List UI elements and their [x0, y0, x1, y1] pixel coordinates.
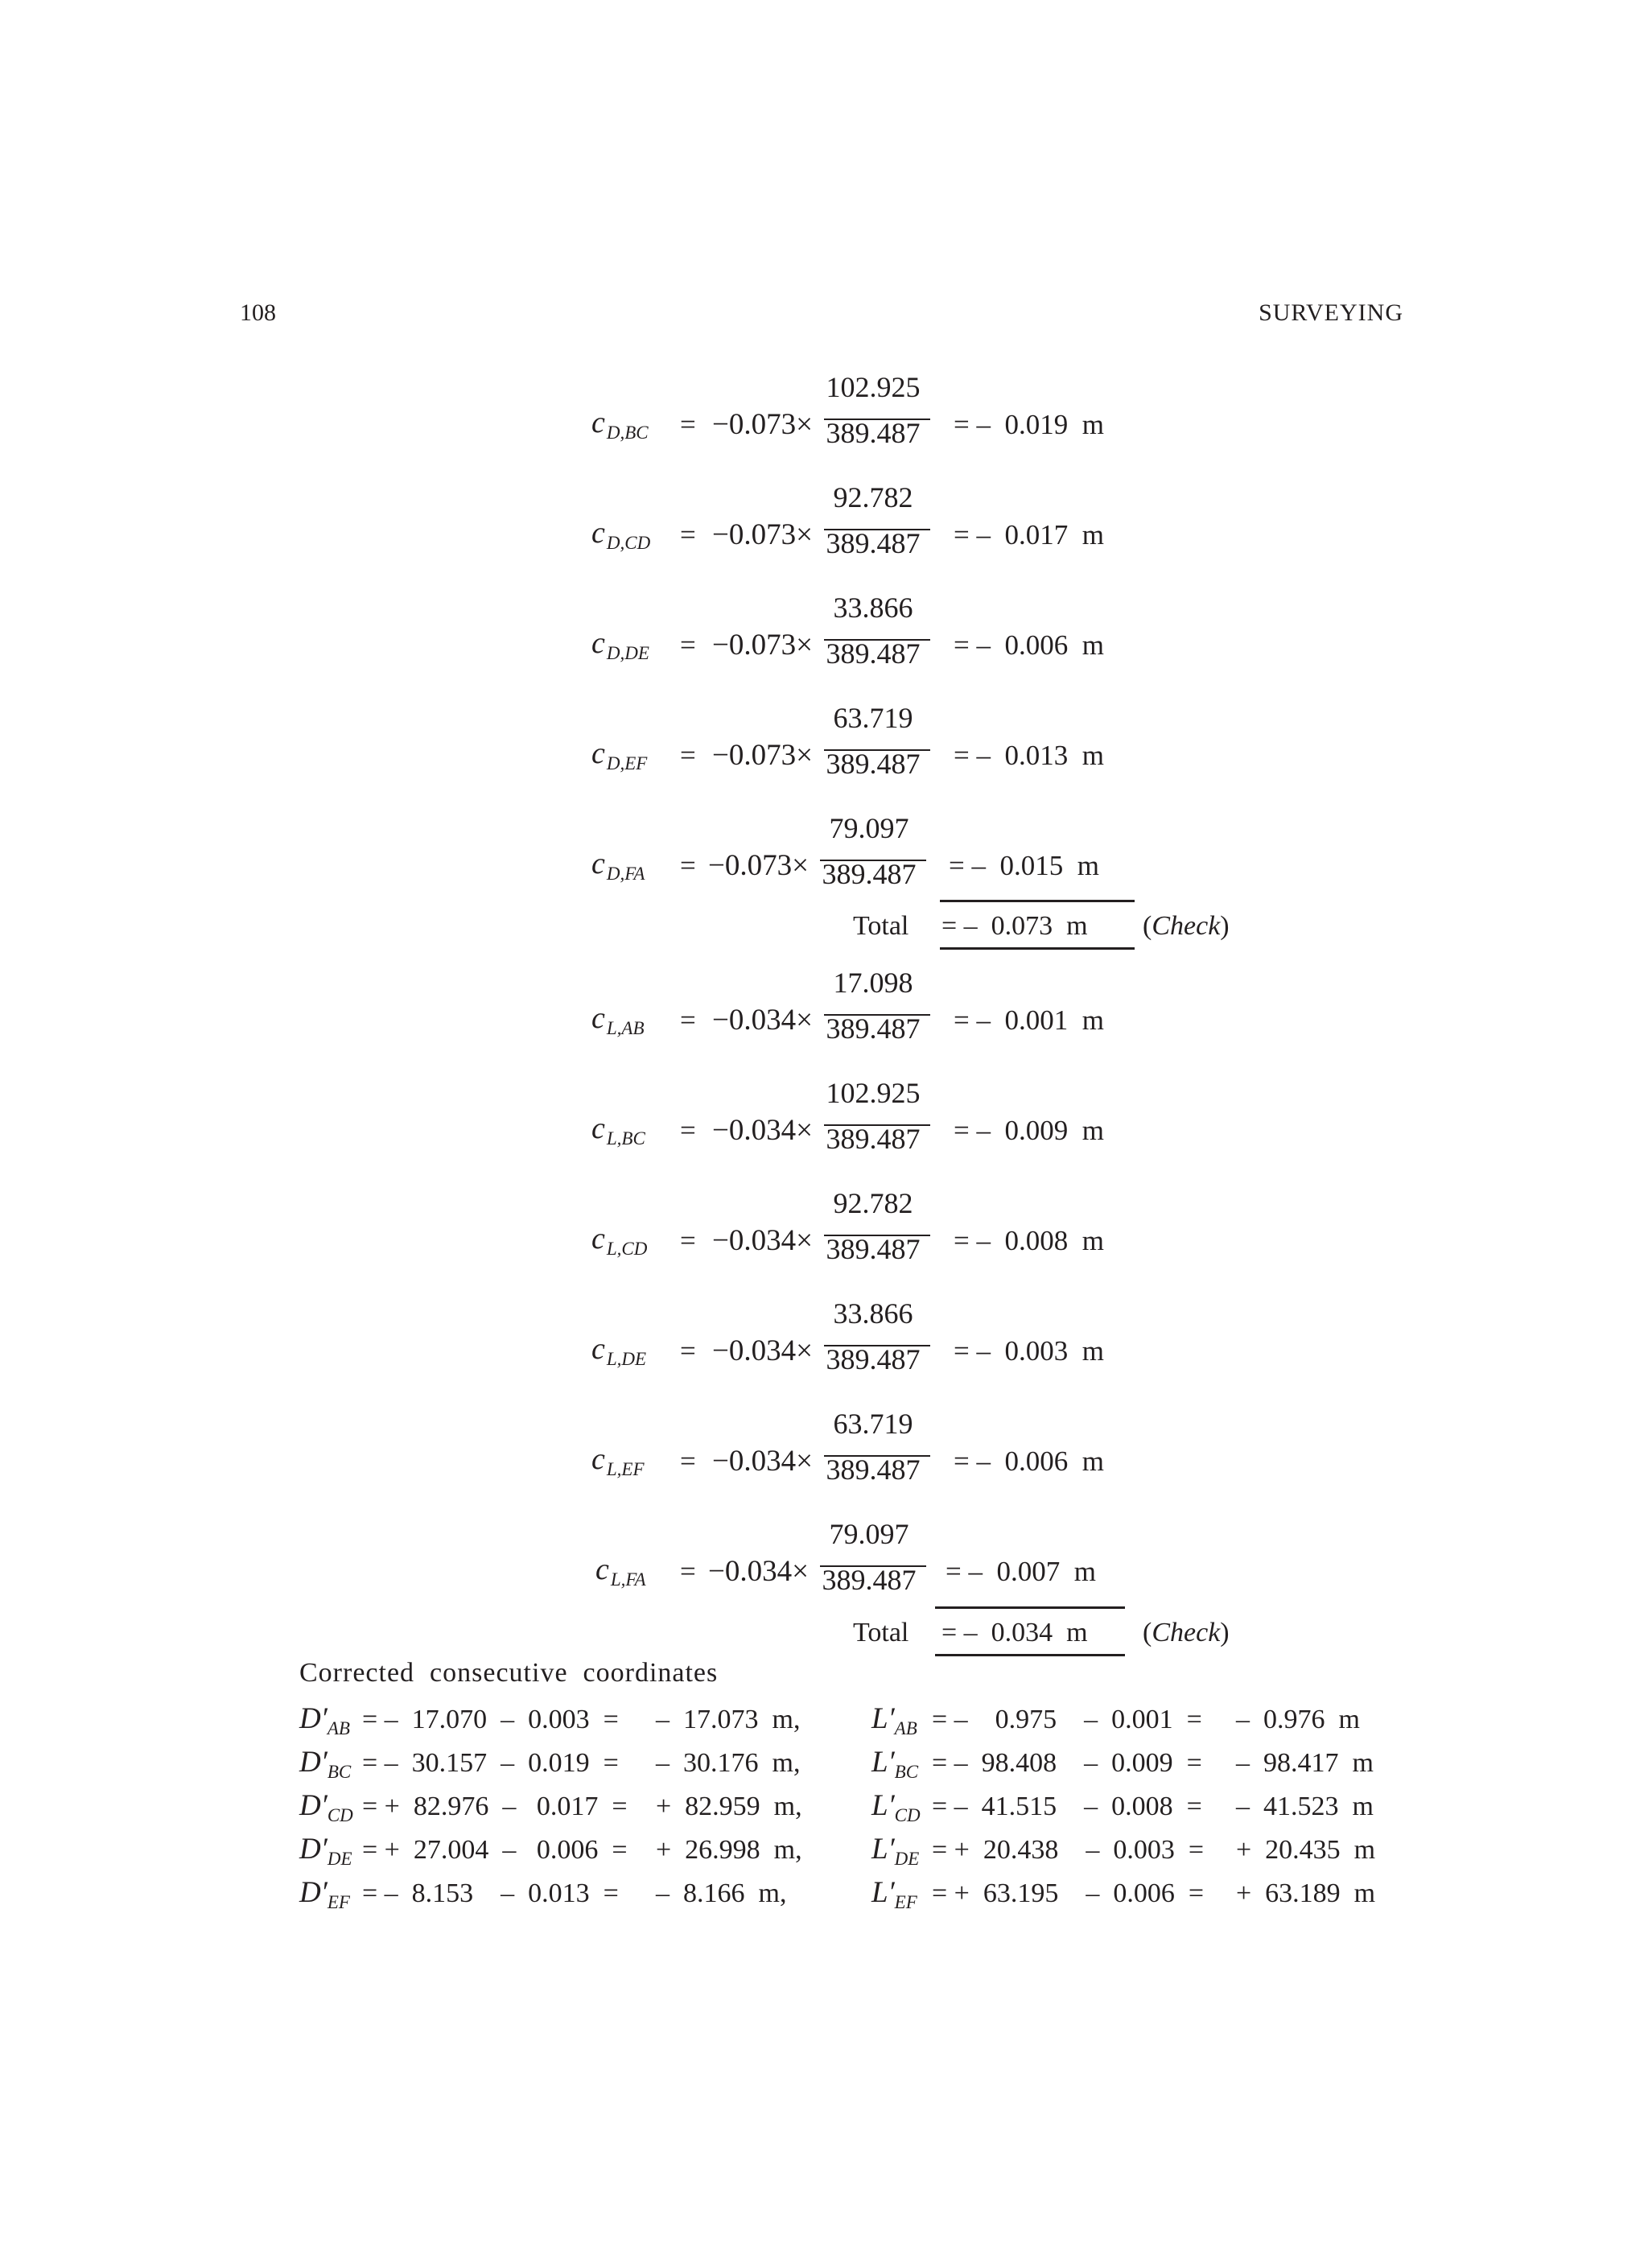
corrected-row-de [0, 1832, 1648, 1875]
corrected-row-ab [0, 1701, 1648, 1745]
corrected-row-ef [0, 1875, 1648, 1919]
latitude-result: – 98.417 m [1236, 1748, 1374, 1778]
lhs-subscript: D,DE [606, 643, 649, 663]
equation-result: = – 0.001 m [954, 1004, 1104, 1036]
departure-result: – 8.166 m, [656, 1878, 787, 1908]
equation-lhs [591, 1441, 645, 1480]
equals-sign: = [680, 409, 696, 440]
equals-sign: = [680, 1004, 696, 1036]
coefficient: −0.034× [712, 1224, 813, 1257]
lhs-symbol: c [591, 1222, 605, 1256]
equation-lhs [591, 515, 650, 554]
lhs-symbol: c [591, 1111, 605, 1145]
overline [935, 1606, 1125, 1609]
lhs-subscript: L,EF [606, 1459, 645, 1479]
equals-sign: = [680, 1445, 696, 1477]
total-value: = – 0.034 m [941, 1618, 1088, 1647]
equals-sign: = [680, 1225, 696, 1256]
latitude-symbol [871, 1788, 921, 1826]
symbol-subscript: DE [327, 1849, 352, 1869]
equation-lhs [591, 846, 645, 885]
section-heading: Corrected consecutive coordinates [299, 1658, 719, 1688]
page-number: 108 [240, 299, 276, 326]
equation-lhs [591, 625, 649, 664]
equation-result: = – 0.003 m [954, 1335, 1104, 1367]
latitude-expression: = + 20.438 – 0.003 = [932, 1835, 1205, 1865]
latitude-expression: = – 41.515 – 0.008 = [932, 1792, 1202, 1821]
fraction-numerator: 63.719 [833, 1408, 913, 1440]
fraction-denominator: 389.487 [826, 1012, 921, 1045]
fraction-numerator: 92.782 [833, 1187, 913, 1219]
equation-result: = – 0.007 m [946, 1556, 1096, 1587]
departure-symbol [299, 1745, 351, 1783]
total-departure-correction [853, 900, 1255, 956]
symbol-letter: L′ [871, 1833, 895, 1866]
equation-result: = – 0.013 m [954, 740, 1104, 771]
coefficient: −0.073× [712, 629, 813, 662]
coefficient: −0.034× [712, 1004, 813, 1037]
symbol-subscript: EF [894, 1892, 917, 1912]
latitude-result: + 63.189 m [1236, 1878, 1376, 1908]
running-head: SURVEYING [1259, 299, 1403, 326]
symbol-letter: D′ [299, 1876, 328, 1909]
lhs-symbol: c [591, 1332, 605, 1366]
equation-result: = – 0.008 m [954, 1225, 1104, 1256]
total-latitude-correction [853, 1606, 1255, 1663]
coefficient: −0.073× [708, 849, 809, 882]
departure-result: + 82.959 m, [656, 1792, 802, 1821]
fraction-denominator: 389.487 [826, 417, 921, 449]
fraction-denominator: 389.487 [822, 1564, 917, 1596]
equals-sign: = [680, 1115, 696, 1146]
departure-expression: = + 82.976 – 0.017 = [362, 1792, 628, 1821]
symbol-letter: L′ [871, 1876, 895, 1909]
fraction-numerator: 17.098 [833, 967, 913, 999]
equals-sign: = [680, 1556, 696, 1587]
fraction-denominator: 389.487 [826, 637, 921, 670]
equation-lhs [595, 1552, 646, 1590]
equals-sign: = [680, 519, 696, 551]
symbol-letter: D′ [299, 1746, 328, 1779]
check-note: (Check) [1143, 1618, 1230, 1647]
departure-symbol [299, 1832, 352, 1870]
lhs-symbol: c [591, 1442, 605, 1476]
lhs-symbol: c [591, 847, 605, 880]
equals-sign: = [680, 740, 696, 771]
lhs-symbol: c [591, 736, 605, 770]
total-label: Total [853, 911, 909, 941]
lhs-subscript: D,FA [606, 864, 645, 884]
fraction-numerator: 63.719 [833, 702, 913, 734]
fraction-numerator: 33.866 [833, 592, 913, 624]
total-label: Total [853, 1618, 909, 1647]
fraction-denominator: 389.487 [826, 527, 921, 559]
departure-result: + 26.998 m, [656, 1835, 802, 1865]
equation-result: = – 0.015 m [949, 850, 1099, 881]
equation-lhs [591, 736, 647, 774]
coefficient: −0.034× [712, 1114, 813, 1147]
symbol-subscript: DE [894, 1849, 920, 1869]
equals-sign: = [680, 629, 696, 661]
fraction-numerator: 102.925 [826, 371, 921, 403]
total-value: = – 0.073 m [941, 911, 1088, 941]
check-note: (Check) [1143, 911, 1230, 941]
symbol-subscript: AB [327, 1718, 350, 1738]
equation-lhs [591, 405, 649, 443]
equation-lhs [591, 1000, 645, 1039]
symbol-subscript: CD [327, 1805, 353, 1825]
departure-symbol [299, 1788, 353, 1826]
symbol-letter: L′ [871, 1789, 895, 1822]
fraction-numerator: 79.097 [829, 1518, 909, 1550]
check-text: Check [1152, 911, 1221, 941]
lhs-subscript: L,BC [606, 1128, 645, 1148]
equation-lhs [591, 1221, 647, 1260]
fraction-numerator: 102.925 [826, 1077, 921, 1109]
symbol-subscript: AB [894, 1718, 917, 1738]
coefficient: −0.073× [712, 408, 813, 441]
equation-result: = – 0.006 m [954, 629, 1104, 661]
coefficient: −0.034× [708, 1555, 809, 1588]
coefficient: −0.034× [712, 1445, 813, 1478]
equation-lhs [591, 1111, 645, 1149]
lhs-subscript: L,FA [610, 1569, 646, 1590]
symbol-letter: D′ [299, 1789, 328, 1822]
departure-expression: = – 17.070 – 0.003 = [362, 1705, 619, 1734]
symbol-letter: L′ [871, 1702, 895, 1735]
lhs-subscript: D,BC [606, 423, 649, 443]
lhs-symbol: c [595, 1553, 609, 1586]
equation-result: = – 0.009 m [954, 1115, 1104, 1146]
fraction-denominator: 389.487 [826, 1343, 921, 1375]
symbol-subscript: BC [894, 1762, 919, 1782]
lhs-symbol: c [591, 516, 605, 550]
departure-expression: = + 27.004 – 0.006 = [362, 1835, 628, 1865]
fraction-denominator: 389.487 [826, 1123, 921, 1155]
corrected-row-cd [0, 1788, 1648, 1832]
latitude-result: + 20.435 m [1236, 1835, 1376, 1865]
symbol-letter: L′ [871, 1746, 895, 1779]
check-text: Check [1152, 1618, 1221, 1647]
latitude-symbol [871, 1875, 917, 1913]
lhs-subscript: D,CD [606, 533, 651, 553]
latitude-expression: = + 63.195 – 0.006 = [932, 1878, 1205, 1908]
latitude-symbol [871, 1745, 918, 1783]
coefficient: −0.073× [712, 739, 813, 772]
equals-sign: = [680, 1335, 696, 1367]
fraction-denominator: 389.487 [826, 1454, 921, 1486]
equals-sign: = [680, 850, 696, 881]
departure-symbol [299, 1875, 350, 1913]
underline [940, 947, 1135, 950]
fraction-denominator: 389.487 [826, 748, 921, 780]
symbol-subscript: EF [327, 1892, 350, 1912]
coefficient: −0.034× [712, 1334, 813, 1367]
latitude-symbol [871, 1701, 917, 1739]
lhs-symbol: c [591, 626, 605, 660]
equation-lhs [591, 1331, 646, 1370]
symbol-letter: D′ [299, 1833, 328, 1866]
departure-expression: = – 8.153 – 0.013 = [362, 1878, 619, 1908]
coefficient: −0.073× [712, 518, 813, 551]
overline [940, 900, 1135, 902]
fraction-numerator: 92.782 [833, 481, 913, 513]
lhs-subscript: L,CD [606, 1239, 648, 1259]
symbol-subscript: BC [327, 1762, 352, 1782]
underline [935, 1654, 1125, 1656]
fraction-denominator: 389.487 [826, 1233, 921, 1265]
fraction-denominator: 389.487 [822, 858, 917, 890]
symbol-letter: D′ [299, 1702, 328, 1735]
lhs-subscript: L,AB [606, 1018, 645, 1038]
latitude-symbol [871, 1832, 919, 1870]
equation-result: = – 0.017 m [954, 519, 1104, 551]
fraction-numerator: 79.097 [829, 812, 909, 844]
lhs-subscript: L,DE [606, 1349, 647, 1369]
departure-result: – 30.176 m, [656, 1748, 801, 1778]
latitude-result: – 41.523 m [1236, 1792, 1374, 1821]
fraction-numerator: 33.866 [833, 1297, 913, 1330]
corrected-row-bc [0, 1745, 1648, 1788]
equation-result: = – 0.019 m [954, 409, 1104, 440]
lhs-symbol: c [591, 1001, 605, 1035]
lhs-subscript: D,EF [606, 753, 648, 773]
latitude-expression: = – 0.975 – 0.001 = [932, 1705, 1202, 1734]
departure-result: – 17.073 m, [656, 1705, 801, 1734]
equation-result: = – 0.006 m [954, 1445, 1104, 1477]
departure-expression: = – 30.157 – 0.019 = [362, 1748, 619, 1778]
lhs-symbol: c [591, 406, 605, 439]
departure-symbol [299, 1701, 350, 1739]
latitude-result: – 0.976 m [1236, 1705, 1360, 1734]
symbol-subscript: CD [894, 1805, 921, 1825]
latitude-expression: = – 98.408 – 0.009 = [932, 1748, 1202, 1778]
